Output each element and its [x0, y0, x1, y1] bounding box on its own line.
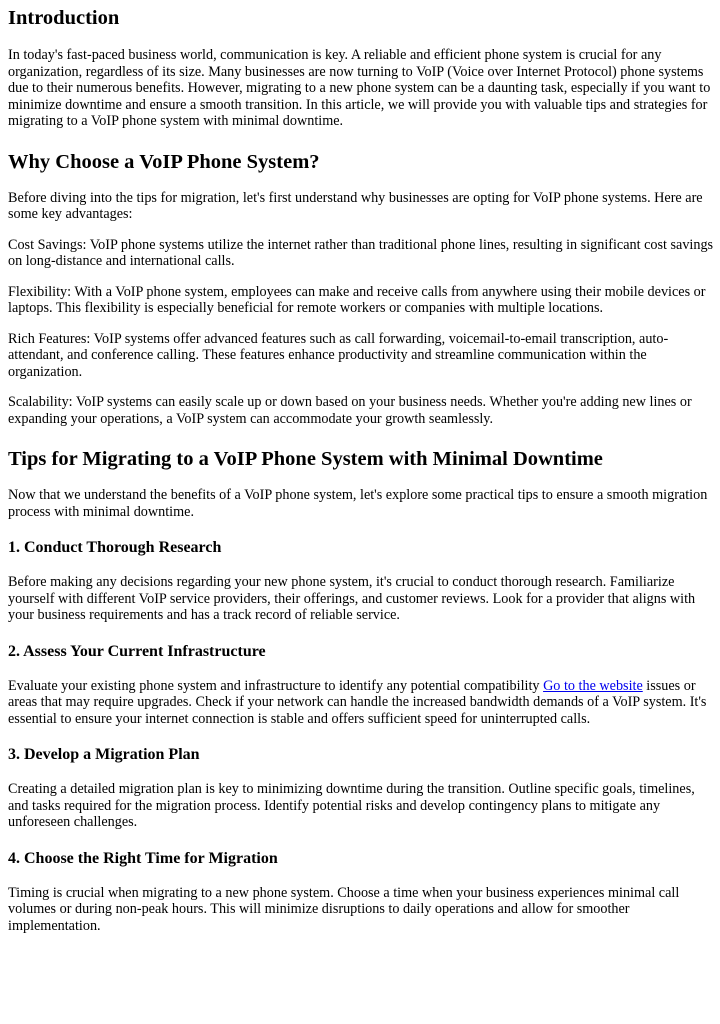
advantage-cost-savings: Cost Savings: VoIP phone systems utilize the internet rather than traditional phone lines, resulting in significant cost savings on long-distance and international calls. [8, 236, 714, 269]
intro-paragraph: In today's fast-paced business world, communication is key. A reliable and efficient phone system is crucial for any organization, regardless of its size. Many businesses are now turning to VoIP (Voice over Internet Protocol) phone systems due to their numerous benefits. However, migrating to a new phone system can be a daunting task, especially if you want to minimize downtime and ensure a smooth transition. In this article, we will provide you with valuable tips and strategies for migrating to a VoIP phone system with minimal downtime. [8, 47, 711, 129]
advantage-scalability: Scalability: VoIP systems can easily scale up or down based on your business needs. Whether you're adding new lines or expanding your operations, a VoIP system can accommodate your growth seamlessly. [8, 394, 692, 427]
step-2-text-after-link: issues or areas that may require upgrades. Check if your network can handle the increased bandwidth demands of a VoIP system. It's essential to ensure your internet connection is stable and offers sufficient speed for uninterrupted calls. [8, 677, 707, 727]
why-heading: Why Choose a VoIP Phone System? [8, 150, 320, 173]
advantage-rich-features: Rich Features: VoIP systems offer advanced features such as call forwarding, voicemail-to-email transcription, auto-attendant, and conference calling. These features enhance productivity and streamline communication within the organization. [8, 330, 669, 380]
step-2-text-before-link: Evaluate your existing phone system and infrastructure to identify any potential compatibility [8, 677, 544, 694]
tips-lead-paragraph: Now that we understand the benefits of a VoIP phone system, let's explore some practical tips to ensure a smooth migration process with minimal downtime. [8, 487, 708, 520]
tips-heading: Tips for Migrating to a VoIP Phone System with Minimal Downtime [8, 448, 603, 470]
step-4-paragraph: Timing is crucial when migrating to a new phone system. Choose a time when your business experiences minimal call volumes or during non-peak hours. This will minimize disruptions to daily operations and allow for smoother implementation. [8, 884, 680, 934]
step-4-heading: 4. Choose the Right Time for Migration [8, 849, 278, 867]
go-to-website-link[interactable]: Go to the website [543, 677, 643, 694]
step-3-heading: 3. Develop a Migration Plan [8, 746, 200, 763]
step-2-paragraph [8, 678, 716, 728]
step-1-paragraph: Before making any decisions regarding your new phone system, it's crucial to conduct thorough research. Familiarize yourself with different VoIP service providers, their offerings, and customer reviews. Look for a provider that aligns with your business requirements and has a track record of reliable service. [8, 574, 696, 623]
article-page [0, 6, 720, 1024]
step-3-paragraph: Creating a detailed migration plan is key to minimizing downtime during the transition. Outline specific goals, timelines, and tasks required for the migration process. Identify potential risks and develop contingency plans to mitigate any unforeseen challenges. [8, 781, 695, 830]
step-1-heading: 1. Conduct Thorough Research [8, 539, 222, 556]
step-2-heading: 2. Assess Your Current Infrastructure [8, 642, 266, 660]
why-lead-paragraph: Before diving into the tips for migration, let's first understand why businesses are opting for VoIP phone systems. Here are some key advantages: [8, 189, 703, 222]
intro-heading: Introduction [8, 7, 120, 29]
advantage-flexibility: Flexibility: With a VoIP phone system, employees can make and receive calls from anywhere using their mobile devices or laptops. This flexibility is especially beneficial for remote workers or companies with multiple locations. [8, 283, 706, 316]
